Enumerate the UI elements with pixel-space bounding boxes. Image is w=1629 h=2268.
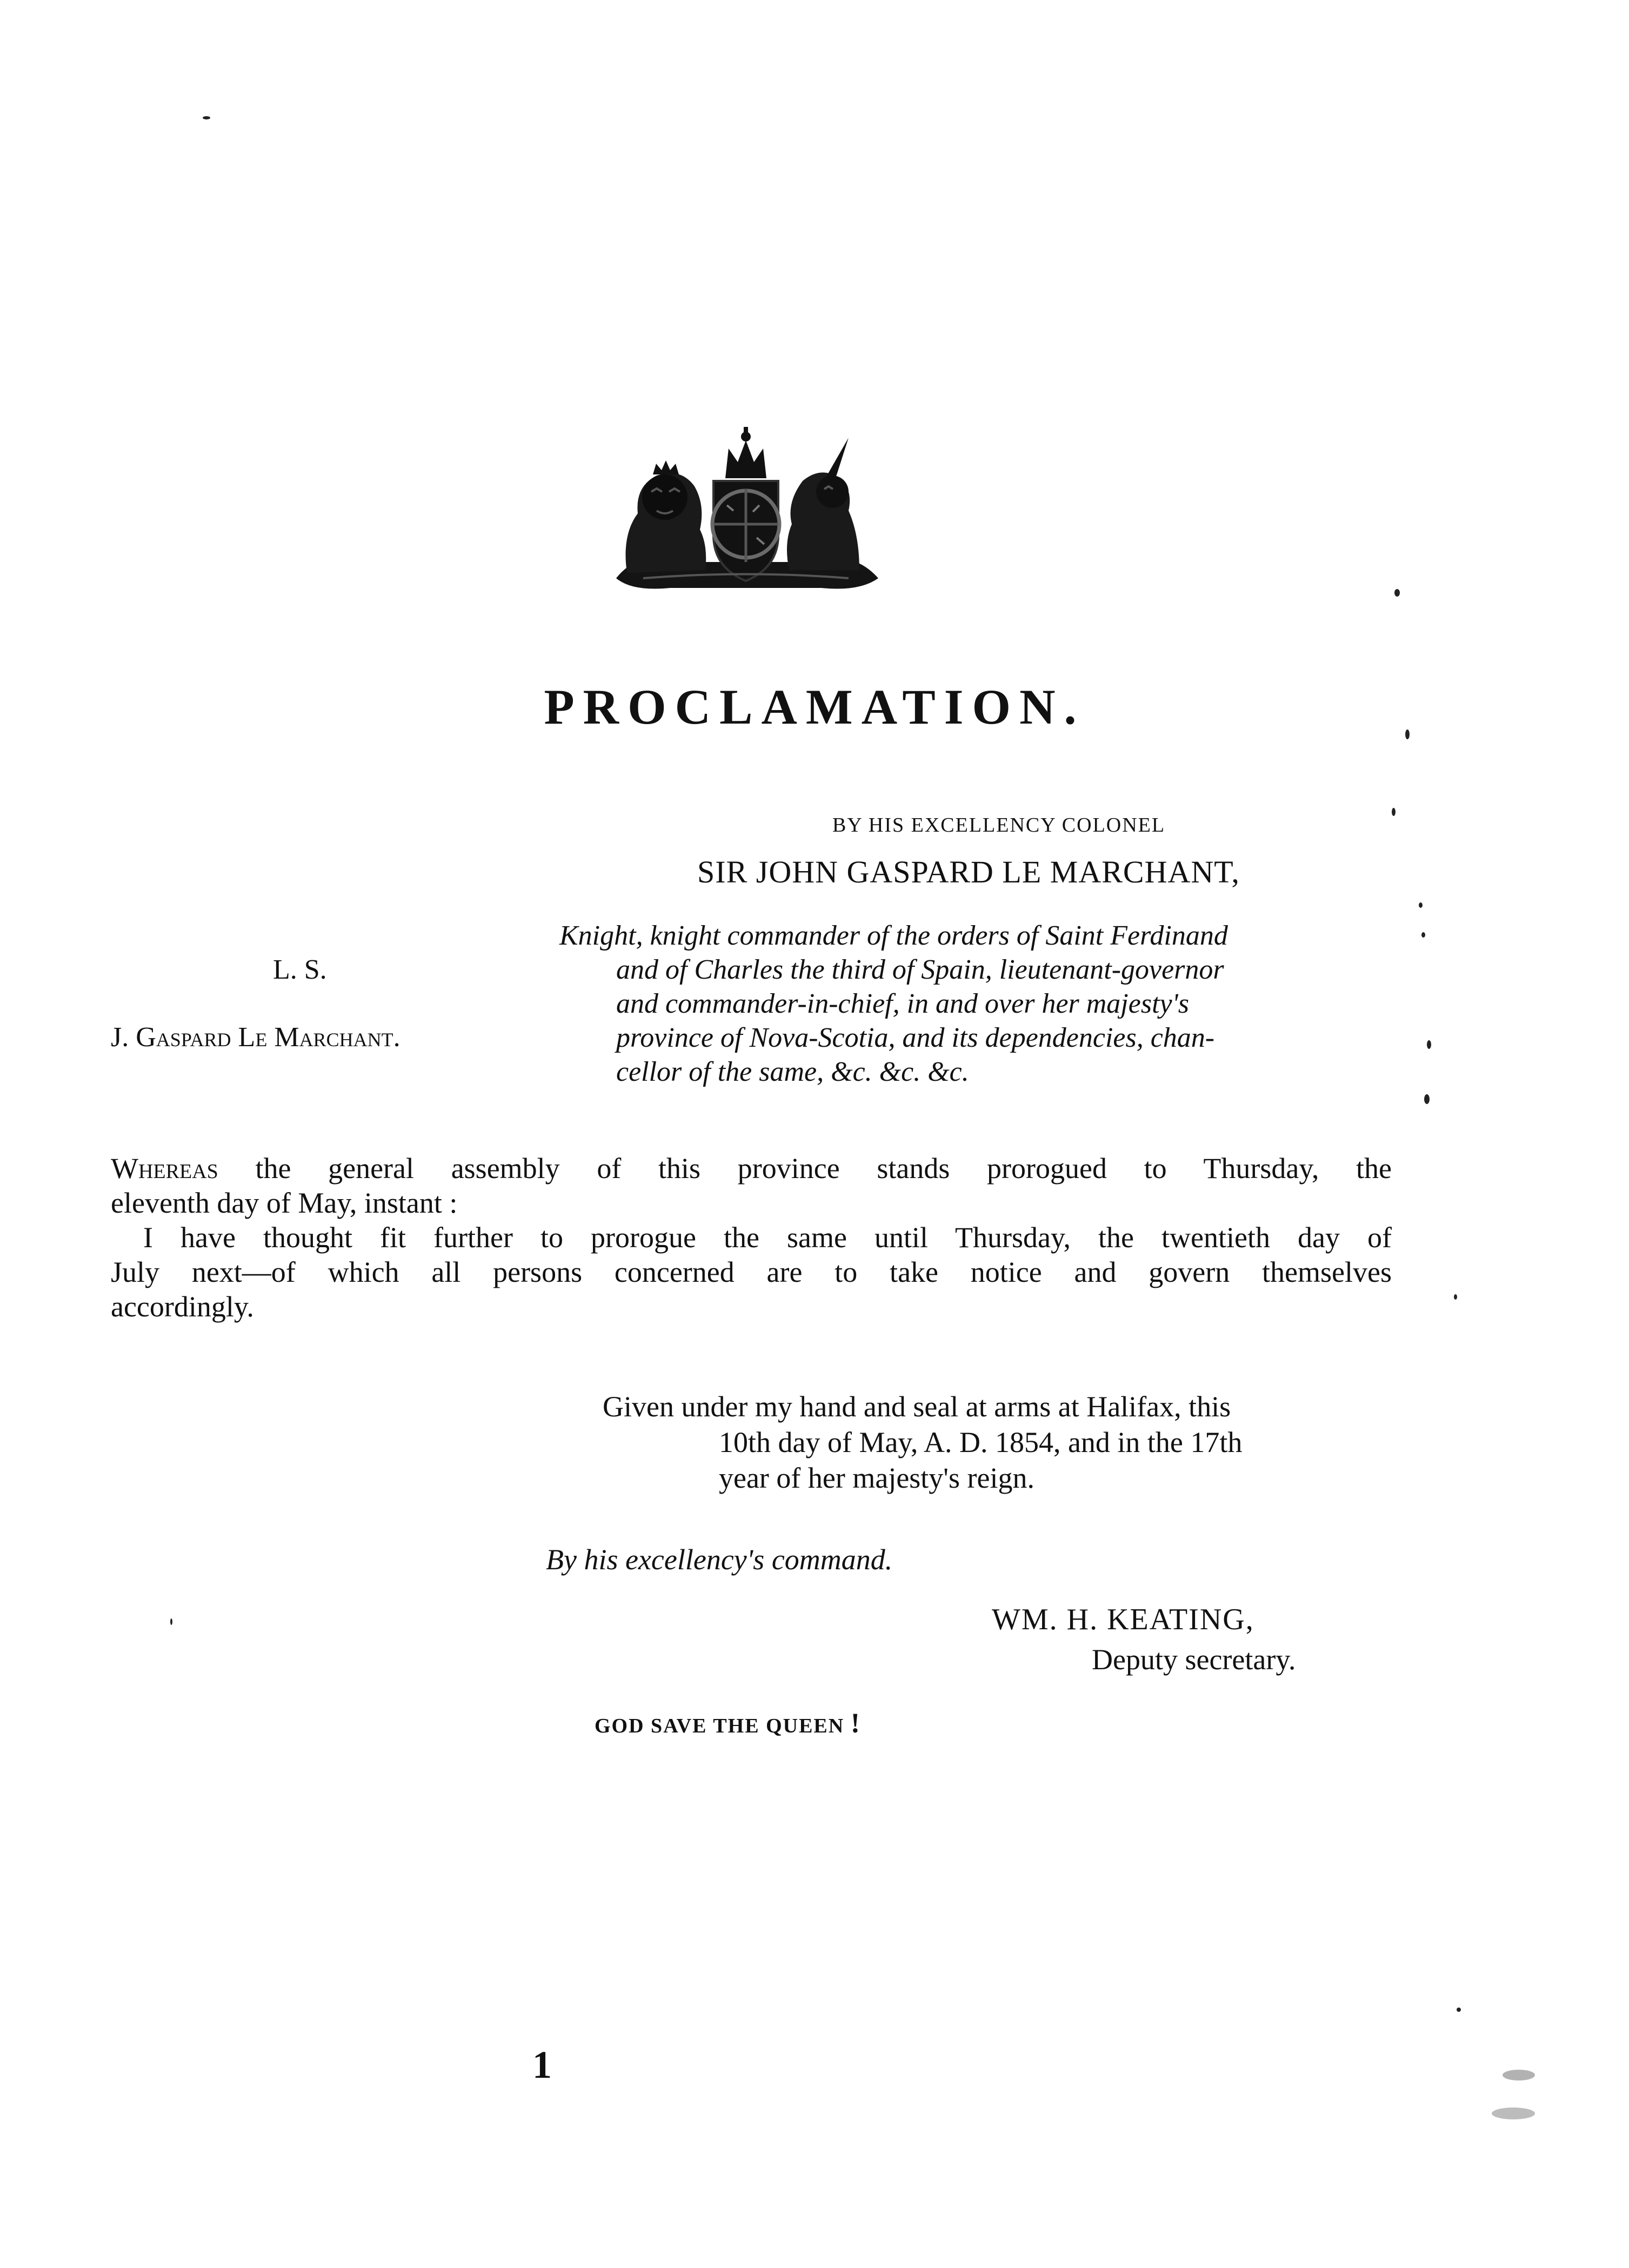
titles-line: province of Nova-Scotia, and its dependencies, chan-: [616, 1022, 1215, 1053]
governor-signature: J. Gaspard Le Marchant.: [111, 1022, 400, 1053]
given-line: Given under my hand and seal at arms at Halifax, this: [603, 1390, 1231, 1423]
proclamation-title: PROCLAMATION.: [544, 679, 1085, 734]
titles-line: and commander-in-chief, in and over her majesty's: [616, 988, 1189, 1019]
given-under-hand: [603, 1389, 1392, 1496]
body-line: accordingly.: [111, 1290, 254, 1323]
secretary-name: WM. H. KEATING,: [992, 1603, 1254, 1636]
by-command-line: By his excellency's command.: [546, 1543, 893, 1576]
royal-coat-of-arms-icon: [605, 416, 886, 594]
titles-line: Knight, knight commander of the orders of Saint Ferdinand: [559, 920, 1228, 951]
titles-line: and of Charles the third of Spain, lieutenant-governor: [616, 954, 1224, 985]
body-line: Whereas the general assembly of this province stands prorogued to Thursday, the: [111, 1152, 1392, 1185]
page-number: 1: [532, 2043, 552, 2086]
body-line: July next—of which all persons concerned are to take notice and govern themselves: [111, 1256, 1392, 1288]
locus-sigilli: L. S.: [273, 954, 327, 985]
given-line: 10th day of May, A. D. 1854, and in the 17th: [719, 1426, 1243, 1459]
by-his-excellency-line: BY HIS EXCELLENCY COLONEL: [832, 814, 1166, 837]
body-line: I have thought fit further to prorogue the same until Thursday, the twentieth day of: [143, 1221, 1392, 1254]
governor-name: SIR JOHN GASPARD LE MARCHANT,: [697, 854, 1240, 889]
god-save-the-queen: GOD SAVE THE QUEEN !: [595, 1708, 862, 1739]
proclamation-body: [111, 1151, 1392, 1324]
secretary-title: Deputy secretary.: [1092, 1643, 1296, 1676]
given-line: year of her majesty's reign.: [719, 1462, 1035, 1494]
titles-line: cellor of the same, &c. &c. &c.: [616, 1056, 969, 1087]
governor-titles: [559, 919, 1392, 1089]
body-line: eleventh day of May, instant :: [111, 1187, 458, 1219]
